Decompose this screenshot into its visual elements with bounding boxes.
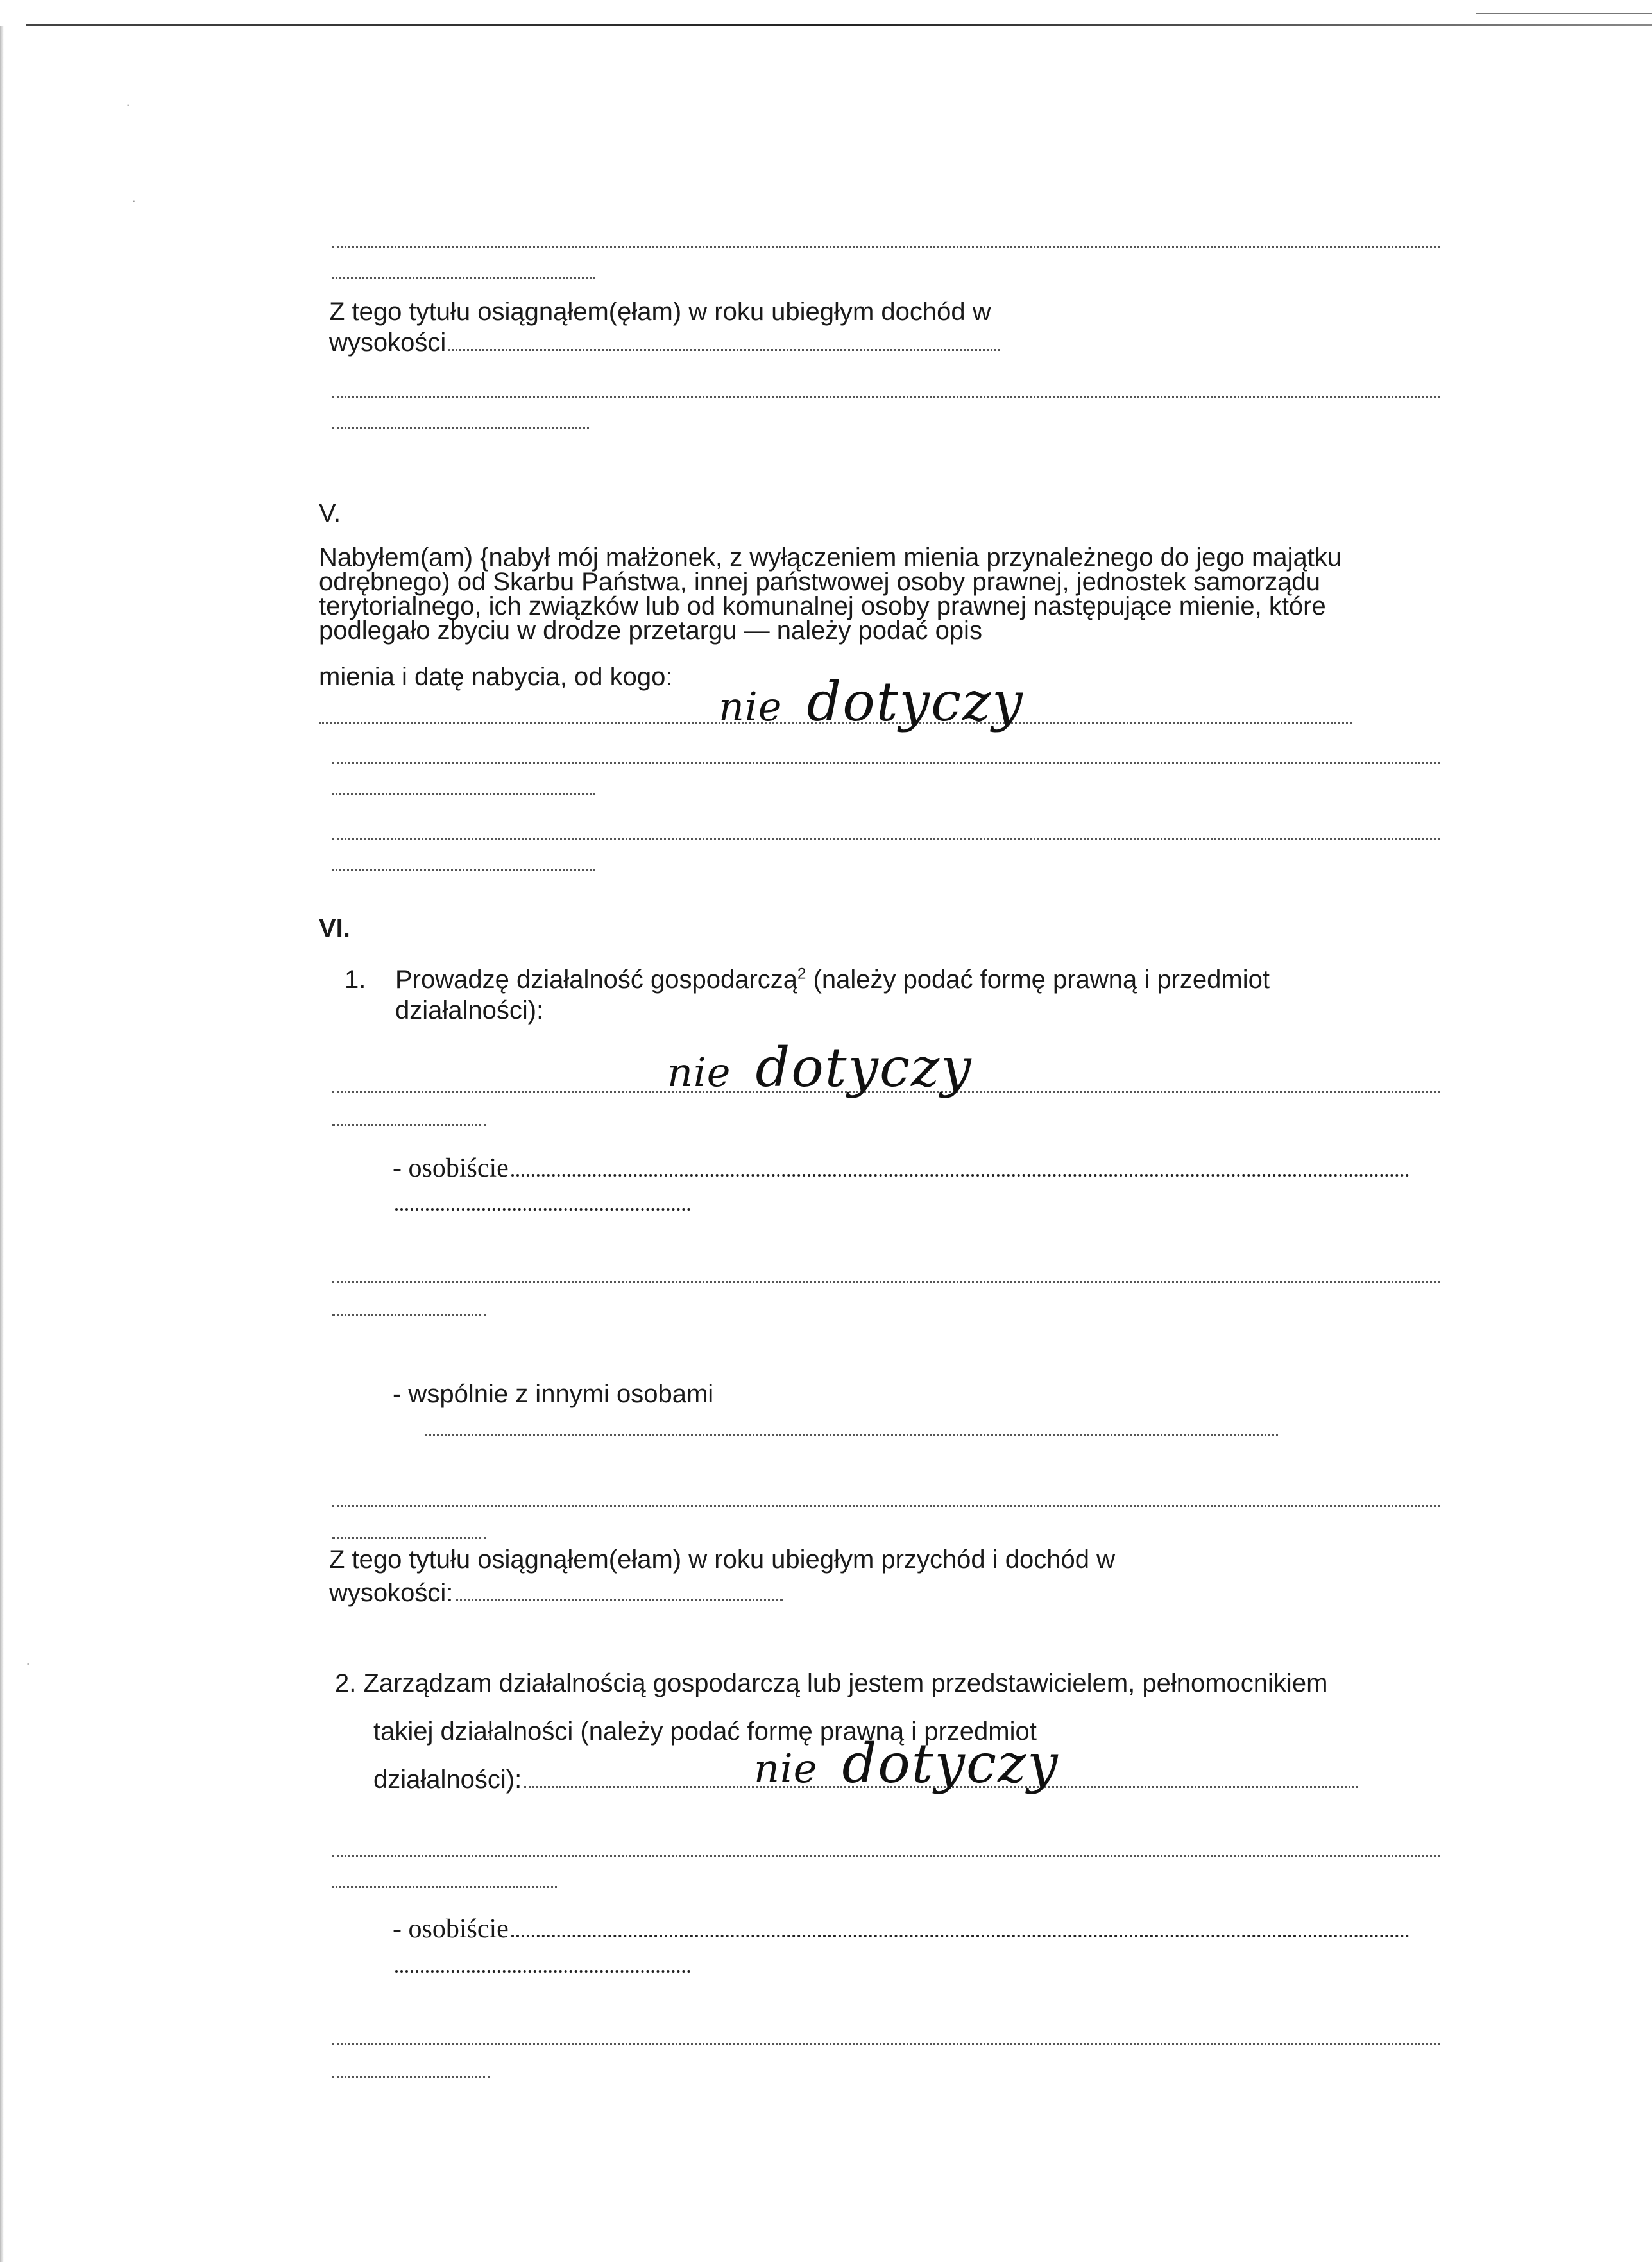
fill-line <box>332 427 589 429</box>
income-statement-cont: wysokości <box>329 330 1000 355</box>
section-v-text-line: Nabyłem(am) {nabył mój małżonek, z wyłączeniem mienia przynależnego do jego majątku <box>319 543 1342 572</box>
handwritten-answer: nie dotyczy <box>754 1732 1059 1795</box>
income-statement: Z tego tytułu osiągnąłem(ęłam) w roku ubiegłym dochód w <box>329 298 991 326</box>
fill-line <box>332 2076 490 2078</box>
footnote-marker: 2 <box>797 965 806 983</box>
fill-line <box>395 1208 690 1211</box>
scan-speck: · <box>132 192 137 208</box>
income-statement: Z tego tytułu osiągnąłem(ełam) w roku ubiegłym przychód i dochód w <box>329 1545 1116 1574</box>
fill-line <box>332 1886 557 1888</box>
handwritten-answer: nie dotyczy <box>667 1036 973 1099</box>
handwritten-answer: nie dotyczy <box>719 670 1024 733</box>
fill-line <box>332 869 595 871</box>
fill-line <box>332 246 1440 248</box>
item-2-text-line: takiej działalności (należy podać formę prawną i przedmiot <box>373 1717 1037 1746</box>
fill-line <box>332 1281 1440 1283</box>
fill-line <box>332 1855 1440 1857</box>
fill-line <box>332 2043 1440 2045</box>
section-v-heading: V. <box>319 499 341 527</box>
scan-edge-shadow <box>0 26 4 2262</box>
personally-label: - osobiście <box>393 1156 1409 1180</box>
section-vi-heading: VI. <box>319 914 350 942</box>
fill-line <box>332 838 1440 840</box>
fill-line <box>332 396 1440 398</box>
section-v-last-line: mienia i datę nabycia, od kogo: <box>319 663 673 691</box>
fill-line <box>332 762 1440 764</box>
fill-line <box>332 277 595 279</box>
item-1-text-line: działalności): <box>395 996 544 1025</box>
fill-line <box>425 1434 1278 1436</box>
section-v-text-line: podlegało zbyciu w drodze przetargu — należy podać opis <box>319 617 982 645</box>
section-v-text-line: terytorialnego, ich związków lub od komunalnej osoby prawnej następujące mienie, które <box>319 592 1326 620</box>
fill-line <box>395 1970 690 1973</box>
personally-label: - osobiście <box>393 1917 1409 1941</box>
section-v-text-line: odrębnego) od Skarbu Państwa, innej państwowej osoby prawnej, jednostek samorządu <box>319 568 1320 596</box>
fill-line <box>332 1505 1440 1507</box>
item-1-number: 1. <box>345 965 366 994</box>
item-1-text-line: Prowadzę działalność gospodarczą$^2$ (należy podać formę prawną i przedmiot <box>395 965 1270 994</box>
scan-artifact-line <box>1476 13 1652 14</box>
fill-line <box>332 1124 486 1126</box>
item-2-text-line: działalności): <box>373 1767 1358 1792</box>
jointly-label: - wspólnie z innymi osobami <box>393 1380 714 1408</box>
fill-line <box>332 1314 486 1316</box>
fill-line <box>332 1537 486 1539</box>
scan-speck: · <box>26 1655 31 1671</box>
scan-artifact-line <box>26 24 1652 26</box>
scan-speck: · <box>126 96 131 112</box>
item-2-text-line: 2. Zarządzam działalnością gospodarczą lub jestem przedstawicielem, pełnomocnikiem <box>335 1669 1328 1697</box>
income-statement-cont: wysokości: <box>329 1581 783 1605</box>
fill-line <box>332 793 595 795</box>
